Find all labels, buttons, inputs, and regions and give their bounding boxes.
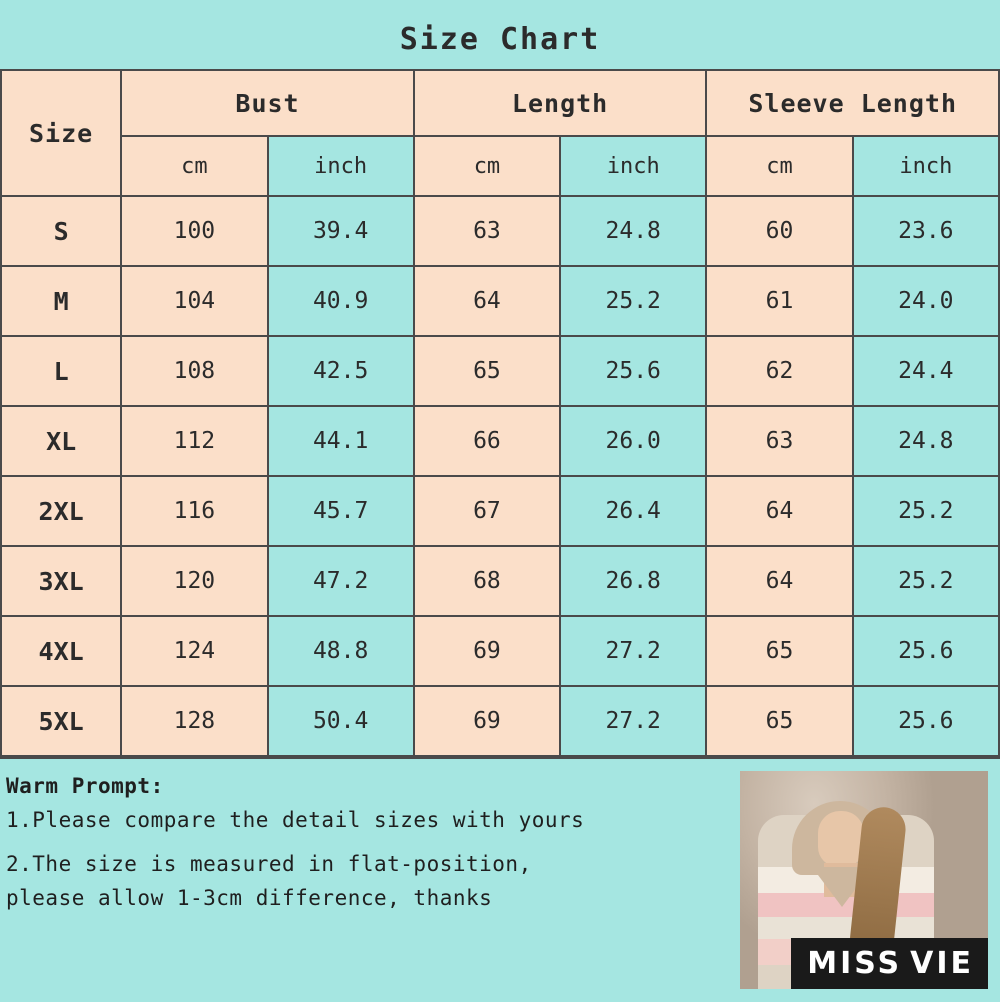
cell-size: L — [1, 336, 121, 406]
header-sleeve-cm: cm — [706, 136, 852, 196]
cell-sleeve-inch: 25.6 — [853, 616, 999, 686]
cell-length-inch: 25.2 — [560, 266, 706, 336]
spacer — [6, 837, 726, 847]
table-row — [1, 336, 999, 406]
cell-sleeve-cm: 61 — [706, 266, 852, 336]
cell-size: 2XL — [1, 476, 121, 546]
size-chart-table — [0, 69, 1000, 757]
table-header-row-top — [1, 70, 999, 136]
sweater-stripe — [758, 917, 934, 939]
cell-length-cm: 69 — [414, 616, 560, 686]
cell-size: XL — [1, 406, 121, 476]
header-length-cm: cm — [414, 136, 560, 196]
cell-bust-cm: 112 — [121, 406, 267, 476]
cell-size: 3XL — [1, 546, 121, 616]
cell-sleeve-cm: 64 — [706, 476, 852, 546]
cell-length-inch: 25.6 — [560, 336, 706, 406]
header-size: Size — [1, 70, 121, 196]
cell-sleeve-cm: 65 — [706, 686, 852, 756]
model-face — [818, 811, 864, 867]
cell-bust-inch: 45.7 — [268, 476, 414, 546]
cell-bust-inch: 40.9 — [268, 266, 414, 336]
cell-sleeve-inch: 24.4 — [853, 336, 999, 406]
table-row — [1, 546, 999, 616]
cell-bust-cm: 124 — [121, 616, 267, 686]
cell-bust-inch: 50.4 — [268, 686, 414, 756]
warm-prompt-line-2: 2.The size is measured in flat-position, — [6, 852, 532, 876]
footer-section — [0, 757, 1000, 1002]
cell-bust-cm: 100 — [121, 196, 267, 266]
table-row — [1, 266, 999, 336]
cell-bust-inch: 39.4 — [268, 196, 414, 266]
warm-prompt — [6, 769, 726, 915]
cell-length-cm: 63 — [414, 196, 560, 266]
cell-bust-inch: 42.5 — [268, 336, 414, 406]
header-bust: Bust — [121, 70, 414, 136]
header-bust-cm: cm — [121, 136, 267, 196]
cell-bust-inch: 47.2 — [268, 546, 414, 616]
header-sleeve-inch: inch — [853, 136, 999, 196]
cell-sleeve-cm: 65 — [706, 616, 852, 686]
header-sleeve-length: Sleeve Length — [706, 70, 999, 136]
page-title: Size Chart — [399, 22, 601, 57]
cell-size: M — [1, 266, 121, 336]
cell-length-inch: 27.2 — [560, 686, 706, 756]
table-row — [1, 686, 999, 756]
cell-sleeve-cm: 64 — [706, 546, 852, 616]
brand-watermark — [791, 938, 988, 989]
table-row — [1, 406, 999, 476]
table-row — [1, 196, 999, 266]
cell-length-cm: 68 — [414, 546, 560, 616]
cell-bust-cm: 120 — [121, 546, 267, 616]
cell-bust-inch: 44.1 — [268, 406, 414, 476]
cell-bust-cm: 108 — [121, 336, 267, 406]
watermark-text-first: MISS — [807, 946, 903, 981]
cell-length-cm: 64 — [414, 266, 560, 336]
cell-size: 4XL — [1, 616, 121, 686]
table-header-row-sub — [1, 136, 999, 196]
cell-length-cm: 67 — [414, 476, 560, 546]
cell-size: S — [1, 196, 121, 266]
header-length: Length — [414, 70, 707, 136]
cell-sleeve-cm: 62 — [706, 336, 852, 406]
cell-sleeve-cm: 60 — [706, 196, 852, 266]
cell-sleeve-inch: 25.2 — [853, 476, 999, 546]
cell-length-inch: 26.8 — [560, 546, 706, 616]
watermark-text-second: VIE — [910, 946, 974, 981]
cell-sleeve-cm: 63 — [706, 406, 852, 476]
cell-bust-cm: 104 — [121, 266, 267, 336]
cell-sleeve-inch: 25.2 — [853, 546, 999, 616]
cell-length-cm: 66 — [414, 406, 560, 476]
cell-sleeve-inch: 24.0 — [853, 266, 999, 336]
warm-prompt-line-1: 1.Please compare the detail sizes with yours — [6, 808, 585, 832]
warm-prompt-heading: Warm Prompt: — [6, 774, 164, 798]
cell-length-cm: 65 — [414, 336, 560, 406]
header-length-inch: inch — [560, 136, 706, 196]
cell-length-inch: 26.4 — [560, 476, 706, 546]
cell-length-inch: 27.2 — [560, 616, 706, 686]
cell-length-cm: 69 — [414, 686, 560, 756]
cell-length-inch: 24.8 — [560, 196, 706, 266]
cell-bust-cm: 128 — [121, 686, 267, 756]
warm-prompt-line-3: please allow 1-3cm difference, thanks — [6, 886, 493, 910]
header-bust-inch: inch — [268, 136, 414, 196]
product-photo — [740, 771, 988, 989]
table-row — [1, 476, 999, 546]
cell-sleeve-inch: 25.6 — [853, 686, 999, 756]
cell-size: 5XL — [1, 686, 121, 756]
table-row — [1, 616, 999, 686]
cell-length-inch: 26.0 — [560, 406, 706, 476]
cell-sleeve-inch: 23.6 — [853, 196, 999, 266]
cell-sleeve-inch: 24.8 — [853, 406, 999, 476]
cell-bust-cm: 116 — [121, 476, 267, 546]
cell-bust-inch: 48.8 — [268, 616, 414, 686]
